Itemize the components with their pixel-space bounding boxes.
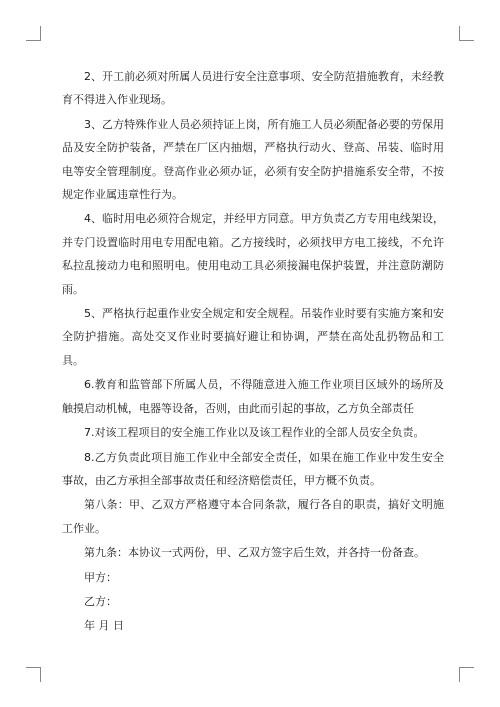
paragraph-5: 5、严格执行起重作业安全规定和安全规程。吊装作业时要有实施方案和安全防护措施。高处交叉作业时要搞好避让和协调，严禁在高处乱扔物品和工具。 [62, 307, 444, 367]
article-9: 第九条：本协议一式两份，甲、乙双方签字后生效，并各持一份备查。 [84, 546, 425, 560]
paragraph-7: 7.对该工程项目的安全施工作业以及该工程作业的全部人员安全负责。 [84, 426, 425, 440]
paragraph-3: 3、乙方特殊作业人员必须持证上岗，所有施工人员必须配备必要的劳保用品及安全防护装备，严禁在厂区内抽烟，严格执行动火、登高、吊装、临时用电等安全管理制度。登高作业必须办证，必须有安全防护措施系安全带，不按规定作业属违章性行为。 [62, 117, 444, 202]
article-8: 第八条：甲、乙双方严格遵守本合同条款，履行各自的职责，搞好文明施工作业。 [62, 498, 444, 535]
crop-mark-top-right [459, 26, 474, 41]
paragraph-4: 4、临时用电必须符合规定，并经甲方同意。甲方负责乙方专用电线架设，并专门设置临时用电专用配电箱。乙方接线时，必须找甲方电工接线，不允许私拉乱接动力电和照明电。使用电动工具必须接漏电保护装置，并注意防潮防雨。 [62, 212, 444, 296]
signature-party-b: 乙方： [84, 594, 117, 608]
crop-mark-top-left [26, 26, 41, 41]
signature-date: 年 月 日 [84, 619, 124, 633]
paragraph-6: 6.教育和监管部下所属人员，不得随意进入施工作业项目区域外的场所及触摸启动机械，电器等设备，否则，由此而引起的事故，乙方负全部责任 [62, 378, 444, 415]
crop-mark-bottom-right [459, 667, 474, 682]
signature-party-a: 甲方： [84, 570, 117, 584]
crop-mark-bottom-left [26, 667, 41, 682]
document-body [62, 65, 444, 639]
paragraph-8: 8.乙方负责此项目施工作业中全部安全责任，如果在施工作业中发生安全事故，由乙方承担全部事故责任和经济赔偿责任，甲方概不负责。 [62, 450, 444, 487]
paragraph-2: 2、开工前必须对所属人员进行安全注意事项、安全防范措施教育，未经教育不得进入作业现场。 [62, 70, 444, 107]
